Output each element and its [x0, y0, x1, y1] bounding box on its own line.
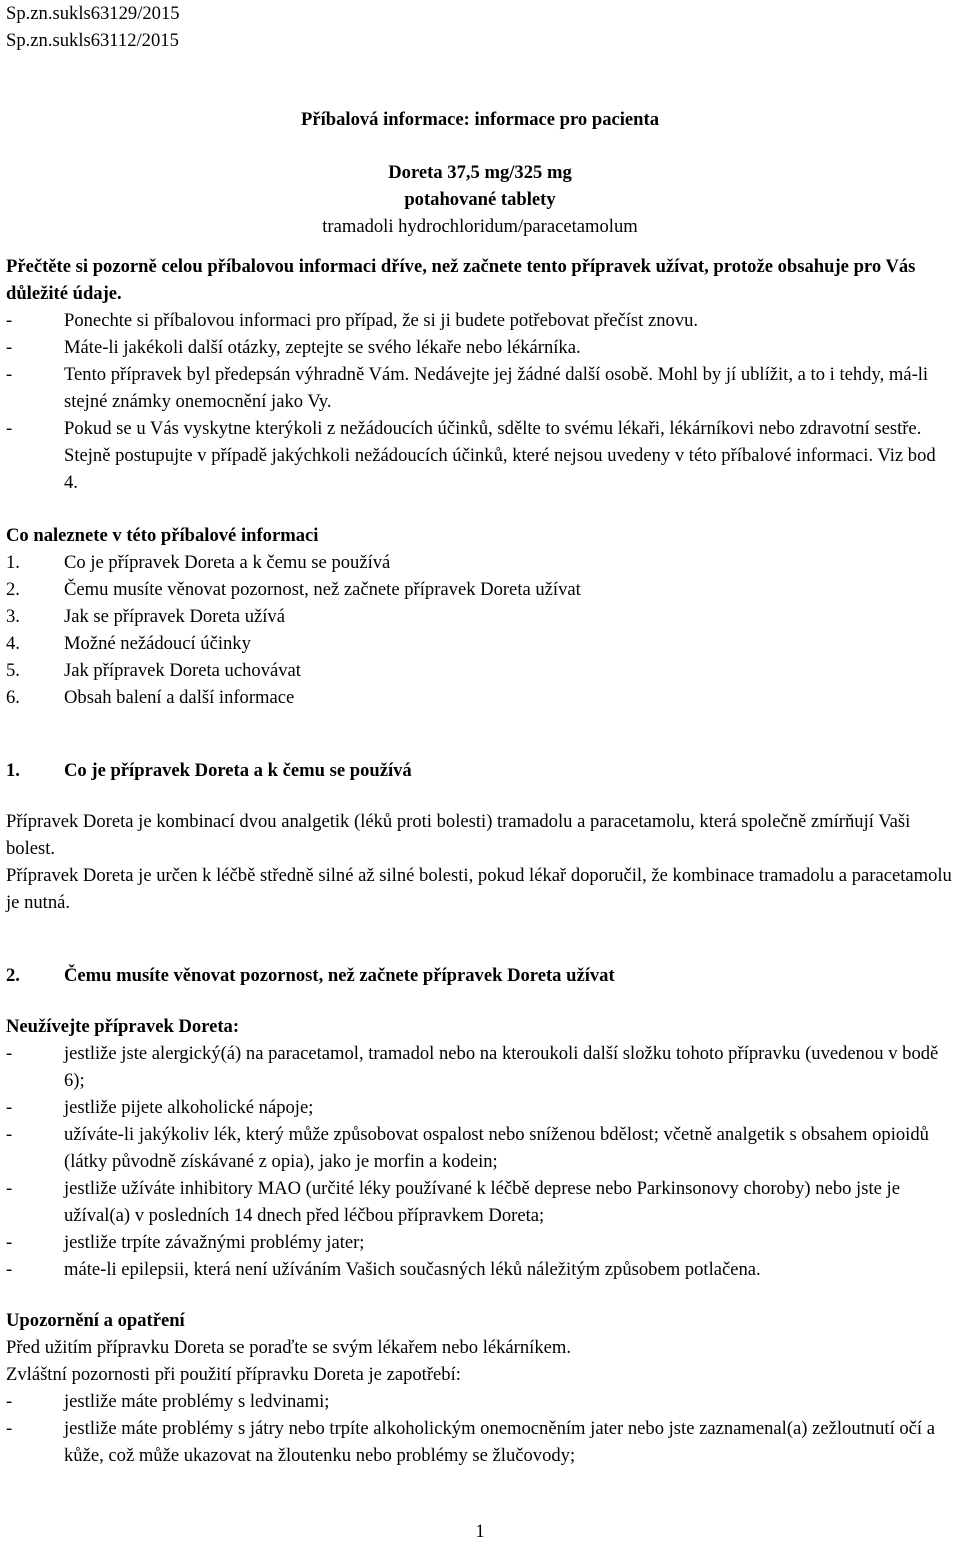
page-number: 1: [475, 1521, 485, 1542]
list-item: - Tento přípravek byl předepsán výhradně Vám. Nedávejte jej žádné další osobě. Mohl by jí ublížit, a to i tehdy, má-li stejné známky onemocnění jako Vy.: [6, 361, 954, 415]
dash-marker: -: [6, 1418, 13, 1439]
toc-item: 6. Obsah balení a další informace: [6, 687, 295, 708]
section-2-heading: 2. Čemu musíte věnovat pozornost, než začnete přípravek Doreta užívat: [6, 965, 615, 986]
list-item: - jestliže máte problémy s ledvinami;: [6, 1388, 954, 1415]
caution-list: [6, 1388, 954, 1469]
dash-marker: -: [6, 1043, 13, 1064]
intro-list: [6, 307, 954, 496]
toc-item: 2. Čemu musíte věnovat pozornost, než začnete přípravek Doreta užívat: [6, 579, 581, 600]
active-substance: tramadoli hydrochloridum/paracetamolum: [322, 216, 638, 237]
list-item: - Ponechte si příbalovou informaci pro případ, že si ji budete potřebovat přečíst znovu.: [6, 307, 954, 334]
dash-marker: -: [6, 1124, 13, 1145]
dash-marker: -: [6, 1391, 13, 1412]
list-item: - jestliže jste alergický(á) na paracetamol, tramadol nebo na kteroukoli další složku tohoto přípravku (uvedenou v bodě 6);: [6, 1040, 954, 1094]
toc-item: 1. Co je přípravek Doreta a k čemu se používá: [6, 552, 391, 573]
dash-marker: -: [6, 418, 13, 439]
toc-item: 4. Možné nežádoucí účinky: [6, 633, 251, 654]
list-item: - jestliže užíváte inhibitory MAO (určité léky používané k léčbě deprese nebo Parkinsonovy choroby) nebo jste je užíval(a) v posledních 14 dnech před léčbou přípravkem Doreta;: [6, 1175, 954, 1229]
cautions-heading: Upozornění a opatření: [6, 1310, 185, 1331]
dash-marker: -: [6, 1232, 13, 1253]
reference-number-1: Sp.zn.sukls63129/2015: [6, 3, 180, 24]
caution-line: Před užitím přípravku Doreta se poraďte se svým lékařem nebo lékárníkem.: [6, 1337, 572, 1358]
section-1-paragraph: Přípravek Doreta je kombinací dvou analgetik (léků proti bolesti) tramadolu a paracetamolu, která společně zmírňují Vaši bolest.: [6, 811, 911, 859]
section-1-heading: 1. Co je přípravek Doreta a k čemu se používá: [6, 760, 412, 781]
toc-item: 3. Jak se přípravek Doreta užívá: [6, 606, 285, 627]
section-1-paragraph: Přípravek Doreta je určen k léčbě středně silné až silné bolesti, pokud lékař doporučil, že kombinace tramadolu a paracetamolu je nutná.: [6, 865, 952, 913]
list-item: - jestliže pijete alkoholické nápoje;: [6, 1094, 954, 1121]
list-item: - Máte-li jakékoli další otázky, zeptejte se svého lékaře nebo lékárníka.: [6, 334, 954, 361]
caution-line: Zvláštní pozornosti při použití přípravku Doreta je zapotřebí:: [6, 1364, 461, 1385]
do-not-take-heading: Neužívejte přípravek Doreta:: [6, 1016, 240, 1037]
toc-heading: Co naleznete v této příbalové informaci: [6, 525, 319, 546]
list-item: - jestliže máte problémy s játry nebo trpíte alkoholickým onemocněním jater nebo jste zaznamenal(a) zežloutnutí očí a kůže, což může ukazovat na žloutenku nebo problémy se žlučovody;: [6, 1415, 954, 1469]
product-name: Doreta 37,5 mg/325 mg: [388, 162, 572, 183]
document-page: [6, 0, 954, 1469]
toc-item: 5. Jak přípravek Doreta uchovávat: [6, 660, 301, 681]
dash-marker: -: [6, 364, 13, 385]
table-of-contents: [6, 549, 954, 711]
dash-marker: -: [6, 310, 13, 331]
do-not-take-list: [6, 1040, 954, 1283]
reference-number-2: Sp.zn.sukls63112/2015: [6, 30, 179, 51]
dash-marker: -: [6, 337, 13, 358]
list-item: - Pokud se u Vás vyskytne kterýkoli z nežádoucích účinků, sdělte to svému lékaři, lékárníkovi nebo zdravotní sestře. Stejně postupujte v případě jakýchkoli nežádoucích účinků, které nejsou uvedeny v této příbalové informaci. Viz bod 4.: [6, 415, 954, 496]
read-carefully-warning: Přečtěte si pozorně celou příbalovou informaci dříve, než začnete tento přípravek užívat, protože obsahuje pro Vás důležité údaje.: [6, 256, 916, 304]
list-item: - máte-li epilepsii, která není užíváním Vašich současných léků náležitým způsobem potlačena.: [6, 1256, 954, 1283]
dash-marker: -: [6, 1178, 13, 1199]
dash-marker: -: [6, 1097, 13, 1118]
dash-marker: -: [6, 1259, 13, 1280]
product-form: potahované tablety: [404, 189, 556, 210]
leaflet-title: Příbalová informace: informace pro pacienta: [300, 109, 660, 130]
list-item: - užíváte-li jakýkoliv lék, který může způsobovat ospalost nebo sníženou bdělost; včetně analgetik s obsahem opioidů (látky původně získávané z opia), jako je morfin a kodein;: [6, 1121, 954, 1175]
list-item: - jestliže trpíte závažnými problémy jater;: [6, 1229, 954, 1256]
